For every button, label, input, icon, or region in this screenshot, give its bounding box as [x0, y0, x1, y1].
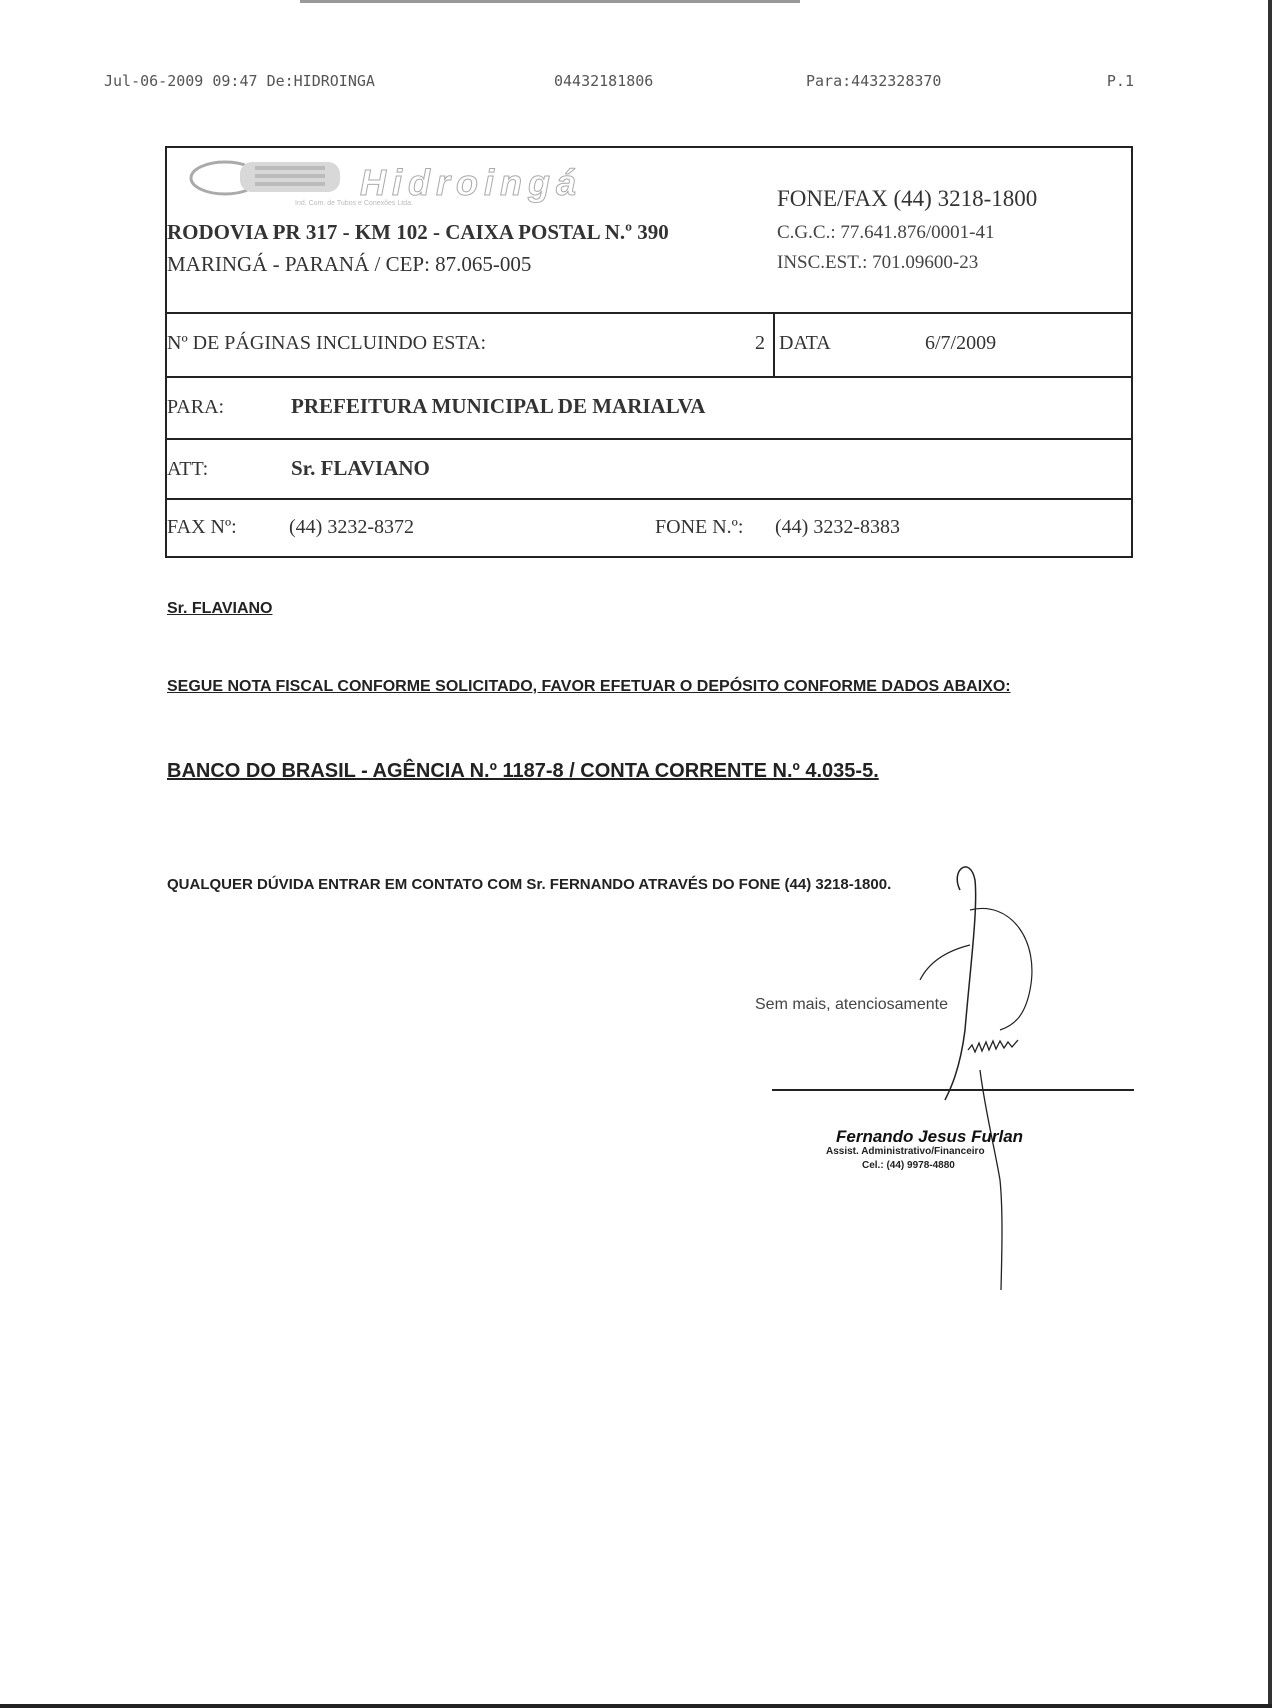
fax-cover-form [165, 146, 1133, 558]
handwritten-signature [900, 850, 1050, 1300]
company-insc: INSC.EST.: 701.09600-23 [777, 252, 979, 273]
closing-text: Sem mais, atenciosamente [755, 996, 948, 1013]
row-att [167, 440, 1131, 500]
scan-artifact-top [300, 0, 800, 3]
company-address-line1: RODOVIA PR 317 - KM 102 - CAIXA POSTAL N.º 390 [167, 220, 669, 244]
row-para [167, 378, 1131, 440]
scan-border-bottom [0, 1704, 1272, 1708]
logo-emblem-icon [185, 156, 355, 206]
fax-page-number: P.1 [1106, 72, 1134, 90]
salutation: Sr. FLAVIANO [167, 600, 273, 617]
fax-transmission-header [104, 72, 1134, 98]
fax-sender-number: 04432181806 [554, 72, 654, 90]
row-fax [167, 500, 1131, 558]
contact-text: QUALQUER DÚVIDA ENTRAR EM CONTATO COM Sr. FERNANDO ATRAVÉS DO FONE (44) 3218-1800. [167, 876, 892, 893]
att-label: ATT: [167, 458, 209, 480]
signer-role: Assist. Administrativo/Financeiro [826, 1146, 985, 1157]
fax-label: FAX Nº: [167, 516, 237, 538]
pages-label: Nº DE PÁGINAS INCLUINDO ESTA: [167, 332, 487, 354]
date-value: 6/7/2009 [925, 332, 997, 354]
para-value: PREFEITURA MUNICIPAL DE MARIALVA [291, 394, 706, 418]
signer-cel: Cel.: (44) 9978-4880 [862, 1160, 955, 1171]
fax-recipient-number: Para:4432328370 [806, 72, 942, 90]
fax-datetime-from [104, 72, 375, 90]
att-value: Sr. FLAVIANO [291, 456, 430, 480]
fone-label: FONE N.º: [655, 516, 744, 538]
message-text: SEGUE NOTA FISCAL CONFORME SOLICITADO, FAVOR EFETUAR O DEPÓSITO CONFORME DADOS ABAIXO: [167, 678, 1011, 695]
company-logo [185, 156, 705, 206]
logo-tagline: Ind. Com. de Tubos e Conexões Ltda. [295, 200, 413, 207]
fone-value: (44) 3232-8383 [775, 516, 900, 538]
signer-name: Fernando Jesus Furlan [836, 1127, 1024, 1146]
logo-wordmark: Hidroingá [360, 162, 582, 203]
fax-datetime: Jul-06-2009 09:47 [104, 72, 258, 90]
fax-value: (44) 3232-8372 [289, 516, 414, 538]
company-phone: FONE/FAX (44) 3218-1800 [777, 186, 1038, 211]
fax-from: De:HIDROINGA [266, 72, 375, 90]
company-address-line2: MARINGÁ - PARANÁ / CEP: 87.065-005 [167, 252, 532, 276]
company-cgc: C.G.C.: 77.641.876/0001-41 [777, 222, 995, 243]
bank-details: BANCO DO BRASIL - AGÊNCIA N.º 1187-8 / CONTA CORRENTE N.º 4.035-5. [167, 760, 879, 782]
letterhead [167, 148, 1131, 314]
date-label: DATA [779, 332, 831, 354]
row-pages [167, 312, 1131, 378]
signature-line [772, 1089, 1134, 1091]
scan-border-right [1268, 0, 1272, 1708]
para-label: PARA: [167, 396, 225, 418]
pages-value: 2 [755, 332, 765, 354]
